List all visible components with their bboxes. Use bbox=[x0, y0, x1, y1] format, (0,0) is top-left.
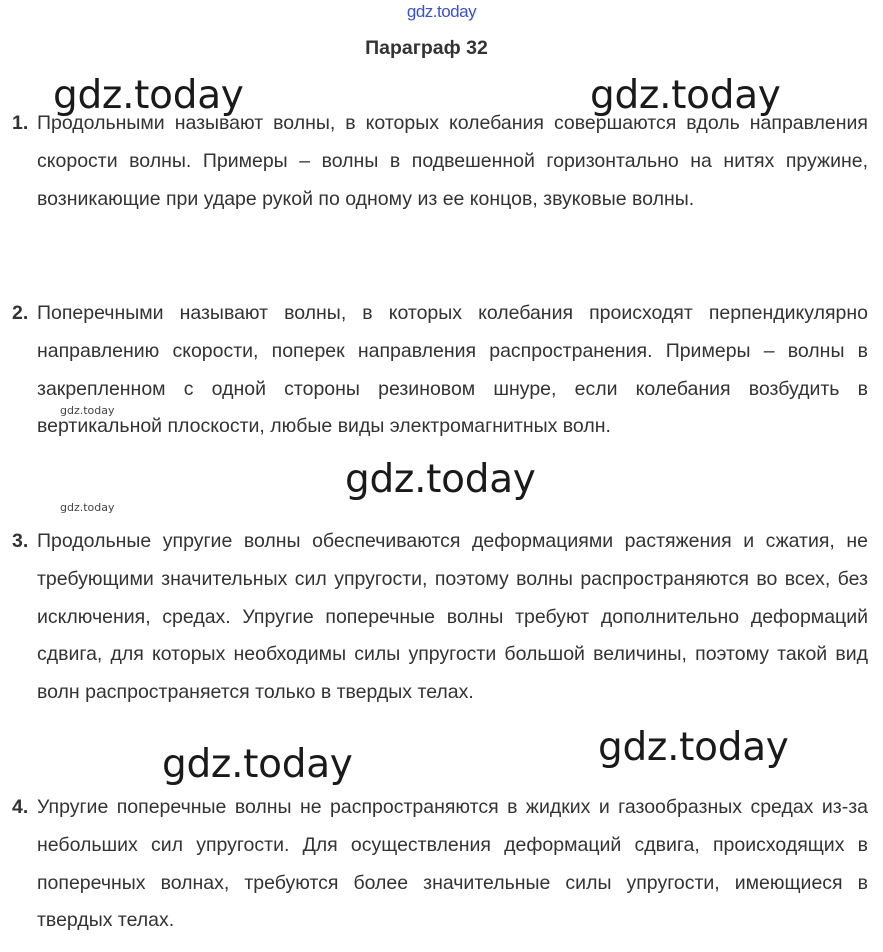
item-text: Продольные упругие волны обеспечиваются деформациями растяжения и сжатия, не требующими значительных сил упругости, поэтому волны распространяются во всех, без исключения, средах. Упругие поперечные волны требуют дополнительно деформаций сдвига, для которых необходимы силы упругости большой величины, поэтому такой вид волн распространяется только в твердых телах. bbox=[37, 530, 868, 704]
watermark: gdz.today bbox=[590, 73, 781, 118]
site-logo[interactable]: gdz.today bbox=[406, 2, 477, 21]
item-number: 2. bbox=[12, 302, 29, 324]
watermark: gdz.today bbox=[598, 725, 789, 770]
watermark: gdz.today bbox=[60, 501, 115, 514]
item-number: 4. bbox=[12, 796, 29, 818]
item-text: Упругие поперечные волны не распространяются в жидких и газообразных средах из-за небольших сил упругости. Для осуществления деформаций сдвига, происходящих в поперечных волнах, требуются более значительные силы упругости, имеющиеся в твердых телах. bbox=[37, 796, 868, 932]
watermark: gdz.today bbox=[60, 404, 115, 417]
item-text: Продольными называют волны, в которых колебания совершаются вдоль направления скорости волны. Примеры – волны в подвешенной горизонтально на нитях пружине, возникающие при ударе рукой по одному из ее концов, звуковые волны. bbox=[37, 112, 868, 210]
page-title: Параграф 32 bbox=[365, 37, 488, 59]
watermark: gdz.today bbox=[162, 742, 353, 787]
item-text: Поперечными называют волны, в которых колебания происходят перпендикулярно направлению скорости, поперек направления распространения. Примеры – волны в закрепленном с одной стороны резиновом шнуре, если колебания возбудить в вертикальной плоскости, любые виды электромагнитных волн. bbox=[37, 302, 868, 438]
watermark: gdz.today bbox=[53, 73, 244, 118]
watermark: gdz.today bbox=[345, 457, 536, 502]
item-number: 1. bbox=[12, 112, 29, 134]
item-number: 3. bbox=[12, 530, 29, 552]
